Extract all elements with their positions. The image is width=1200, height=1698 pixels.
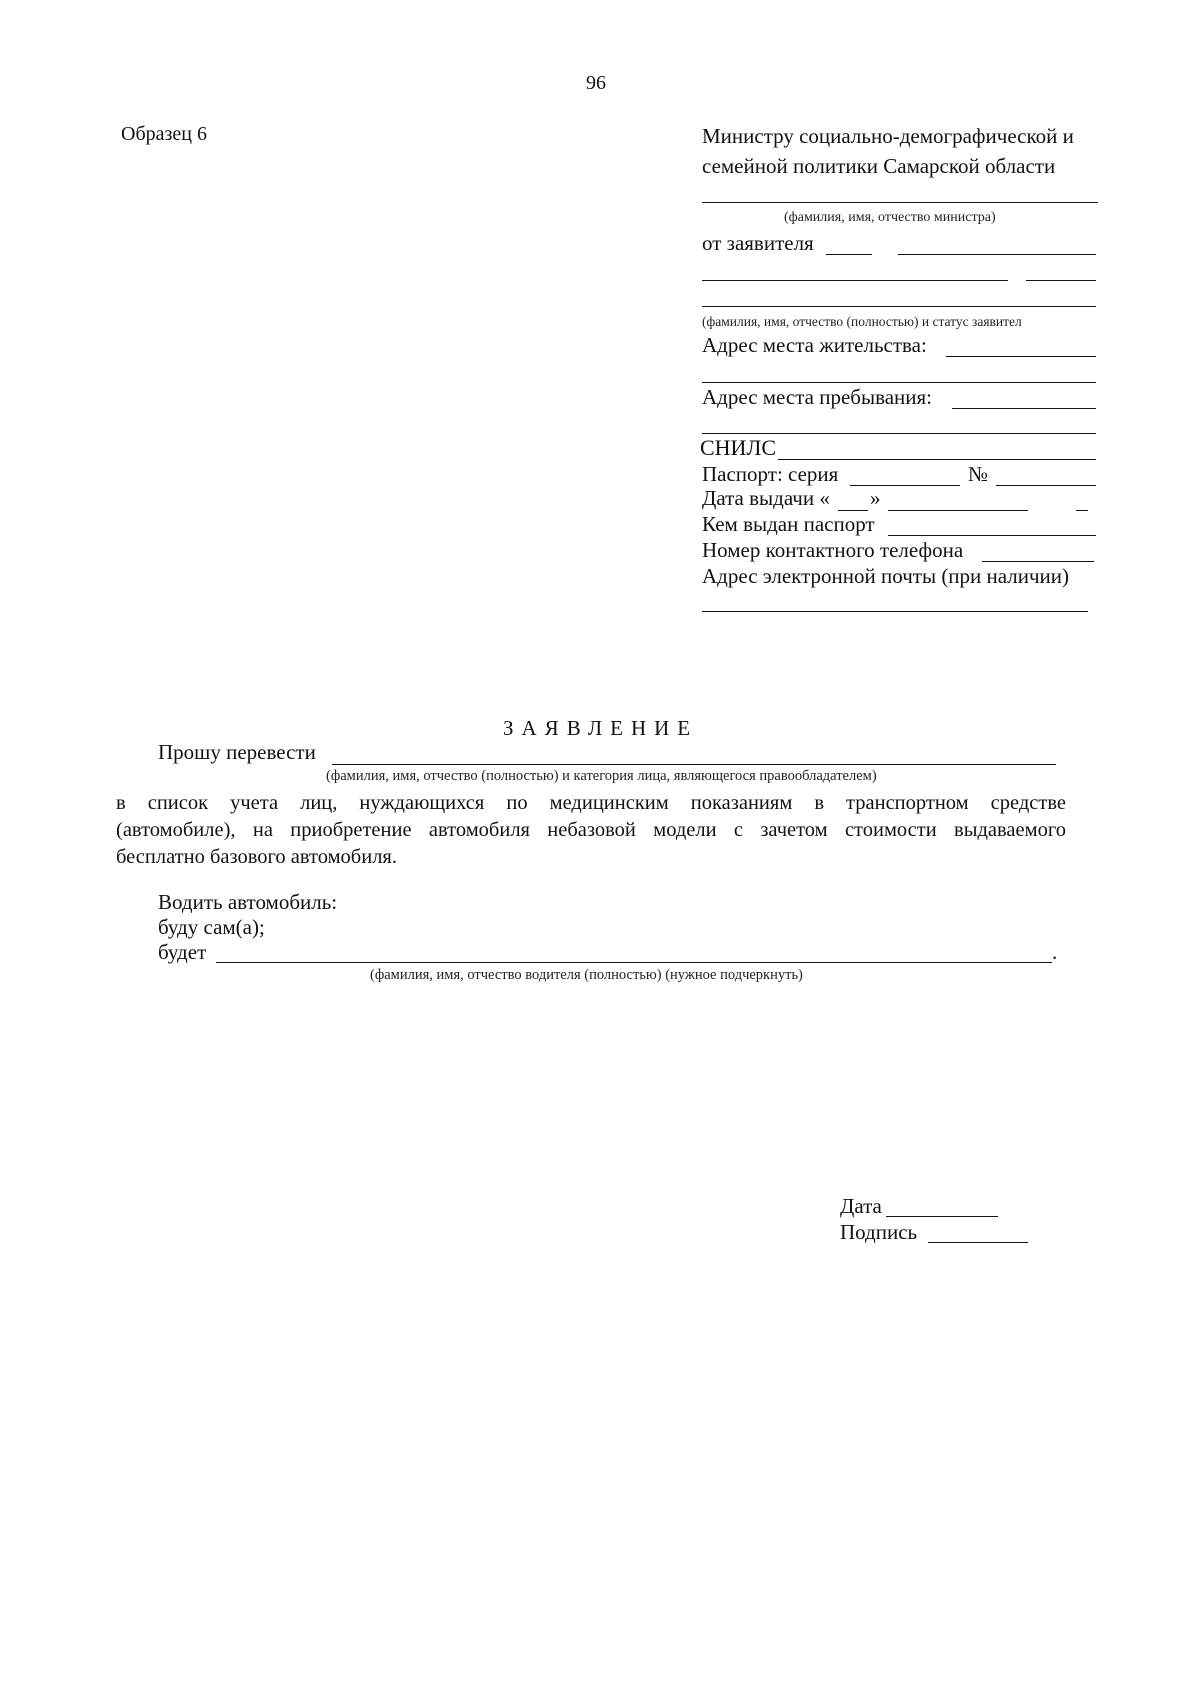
drive-self-option[interactable]: буду сам(а);: [158, 915, 265, 939]
statement-body: [116, 790, 1066, 871]
minister-name-field[interactable]: [702, 202, 1098, 203]
issue-month-field[interactable]: [888, 510, 1028, 511]
date-label: Дата: [840, 1194, 882, 1218]
issue-year-field[interactable]: [1076, 510, 1088, 511]
snils-field[interactable]: [778, 459, 1096, 460]
statement-body-line-3: бесплатно базового автомобиля.: [116, 846, 397, 868]
applicant-field-1[interactable]: [898, 254, 1096, 255]
driver-hint: (фамилия, имя, отчество водителя (полностью) (нужное подчеркнуть): [370, 967, 803, 983]
residence-address-field-2[interactable]: [702, 382, 1096, 383]
passport-series-label: Паспорт: серия: [702, 462, 839, 486]
passport-number-sign: №: [968, 462, 989, 486]
applicant-field-2a[interactable]: [702, 280, 1008, 281]
phone-field[interactable]: [982, 561, 1094, 562]
drive-other-option[interactable]: будет: [158, 940, 207, 964]
passport-series-field[interactable]: [850, 485, 960, 486]
residence-address-field-1[interactable]: [946, 356, 1096, 357]
statement-body-line-1: в список учета лиц, нуждающихся по медицинским показаниям в транспортном средстве: [116, 792, 1066, 814]
applicant-field-2b[interactable]: [1026, 280, 1096, 281]
statement-body-line-2: (автомобиле), на приобретение автомобиля небазовой модели с зачетом стоимости выдаваемого: [116, 819, 1066, 841]
stay-address-field-1[interactable]: [952, 408, 1096, 409]
residence-address-label: Адрес места жительства:: [702, 333, 927, 357]
issue-day-field[interactable]: [838, 510, 868, 511]
issued-by-field[interactable]: [888, 535, 1096, 536]
minister-hint: (фамилия, имя, отчество министра): [784, 210, 996, 225]
driver-line-end: .: [1052, 940, 1058, 964]
issue-date-label: Дата выдачи «: [702, 486, 830, 510]
issued-by-label: Кем выдан паспорт: [702, 512, 875, 536]
stay-address-label: Адрес места пребывания:: [702, 385, 933, 409]
email-label: Адрес электронной почты (при наличии): [702, 564, 1070, 588]
applicant-field-short[interactable]: [826, 254, 872, 255]
stay-address-field-2[interactable]: [702, 433, 1096, 434]
applicant-hint: (фамилия, имя, отчество (полностью) и статус заявител: [702, 314, 1022, 329]
request-label: Прошу перевести: [158, 740, 316, 764]
passport-number-field[interactable]: [996, 485, 1096, 486]
phone-label: Номер контактного телефона: [702, 538, 964, 562]
page-number: 96: [586, 72, 606, 94]
issue-date-close-quote: »: [870, 486, 881, 510]
applicant-field-3[interactable]: [702, 306, 1096, 307]
signature-field[interactable]: [928, 1242, 1028, 1243]
drive-label: Водить автомобиль:: [158, 890, 338, 914]
driver-name-field[interactable]: [216, 962, 1052, 963]
addressee-line-1: Министру социально-демографической и: [702, 124, 1074, 148]
rightholder-hint: (фамилия, имя, отчество (полностью) и категория лица, являющегося правообладателем): [326, 768, 877, 784]
email-field[interactable]: [702, 611, 1088, 612]
from-applicant-label: от заявителя: [702, 231, 814, 255]
date-field[interactable]: [886, 1216, 998, 1217]
statement-title: ЗАЯВЛЕНИЕ: [503, 716, 699, 740]
addressee-line-2: семейной политики Самарской области: [702, 154, 1056, 178]
sample-label: Образец 6: [121, 123, 207, 145]
signature-label: Подпись: [840, 1220, 918, 1244]
snils-label: СНИЛС: [700, 435, 777, 460]
rightholder-field[interactable]: [332, 764, 1056, 765]
